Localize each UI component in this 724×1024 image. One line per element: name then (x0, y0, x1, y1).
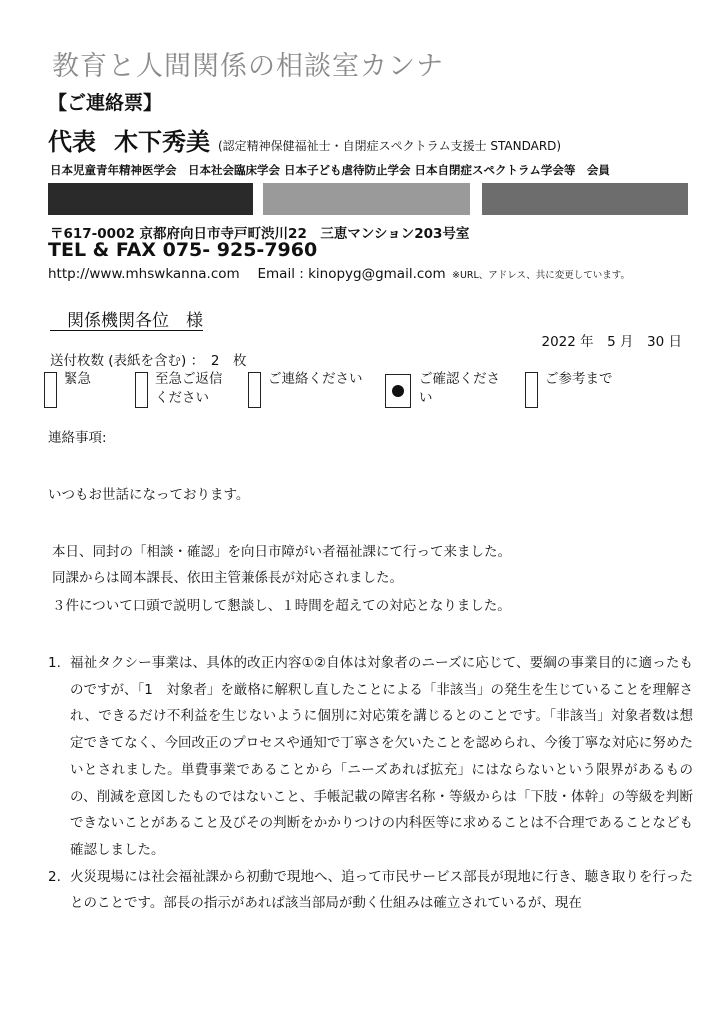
redacted-block (48, 183, 253, 215)
representative-line (48, 122, 561, 157)
recipient: 関係機関各位 様 (50, 311, 203, 331)
option-for-reference (525, 368, 645, 412)
representative-name: 木下秀美 (114, 128, 210, 156)
list-item-number: 2. (48, 868, 61, 885)
checked-dot-icon (392, 385, 404, 397)
website-url: http://www.mhswkanna.com (48, 266, 240, 282)
option-label: ご確認くださ い (419, 371, 500, 406)
option-checkbox (248, 372, 261, 408)
option-label: ご連絡ください (268, 371, 363, 387)
redacted-block (263, 183, 470, 215)
numbered-list (48, 650, 693, 917)
paragraph: 本日、同封の「相談・確認」を向日市障がい者福祉課にて行って来ました。 (52, 544, 511, 560)
option-checkbox (525, 372, 538, 408)
list-item (48, 864, 693, 917)
form-title: 【ご連絡票】 (48, 92, 163, 114)
society-memberships: 日本児童青年精神医学会 日本社会臨床学会 日本子ども虐待防止学会 日本自閉症スペクトラム学会等 会員 (50, 163, 610, 177)
representative-qualifications: (認定精神保健福祉士・自閉症スペクトラム支援士 STANDARD) (218, 139, 562, 153)
paragraph: 同課からは岡本課長、依田主管兼係長が対応されました。 (52, 570, 403, 586)
web-contact (48, 262, 630, 282)
contact-items-label: 連絡事項: (48, 430, 107, 446)
option-urgent (44, 368, 124, 412)
list-item-text: 火災現場には社会福祉課から初動で現地へ、追って市民サービス部長が現地に行き、聴き取りを行ったとのことです。部長の指示があれば該当部局が動く仕組みは確立されているが、現在 (70, 868, 693, 912)
option-label: 緊急 (64, 371, 91, 387)
list-item (48, 650, 693, 864)
option-checkbox-checked (385, 374, 411, 408)
representative-label: 代表 (48, 128, 96, 156)
option-please-confirm (385, 368, 515, 412)
org-title: 教育と人間関係の相談室カンナ (52, 51, 444, 82)
change-note: ※URL、アドレス、共に変更しています。 (452, 270, 631, 281)
option-checkbox (44, 372, 57, 408)
option-checkbox (135, 372, 148, 408)
email-address: Email : kinopyg@gmail.com (257, 266, 446, 282)
paragraph: ３件について口頭で説明して懇談し、１時間を超えての対応となりました。 (52, 598, 511, 614)
option-urgent-reply (135, 368, 245, 412)
option-label: 至急ご返信 ください (155, 371, 223, 406)
pages-sent: 送付枚数 (表紙を含む) ： 2 枚 (50, 353, 247, 369)
greeting: いつもお世話になっております。 (48, 487, 250, 503)
request-options (44, 368, 694, 412)
list-item-text: 福祉タクシー事業は、具体的改正内容①②自体は対象者のニーズに応じて、要綱の事業目的に適ったものですが、「1 対象者」を厳格に解釈し直したことによる「非該当」の発生を生じていることを理解され、できるだけ不利益を生じないように個別に対応策を講じるとのことです。「非該当」対象者数は想定できてなく、今回改正のプロセスや通知で丁寧さを欠いたことを認められ、今後丁寧な対応に努めたいとされました。単費事業であることから「ニーズあれば拡充」にはならないという限界があるものの、削減を意図したものではないこと、手帳記載の障害名称・等級からは「下肢・体幹」の等級を判断できないことがあること及びその判断をかかりつけの内科医等に求めることは不合理であることなども確認しました。 (70, 655, 693, 858)
redacted-block (482, 183, 688, 215)
postal-address: 〒617-0002 京都府向日市寺戸町渋川22 三恵マンション203号室 (50, 226, 470, 242)
date: 2022 年 5 月 30 日 (541, 334, 682, 350)
tel-fax: TEL & FAX 075- 925-7960 (48, 239, 318, 261)
option-label: ご参考まで (545, 371, 613, 387)
option-please-contact (248, 368, 378, 412)
list-item-number: 1. (48, 655, 61, 671)
